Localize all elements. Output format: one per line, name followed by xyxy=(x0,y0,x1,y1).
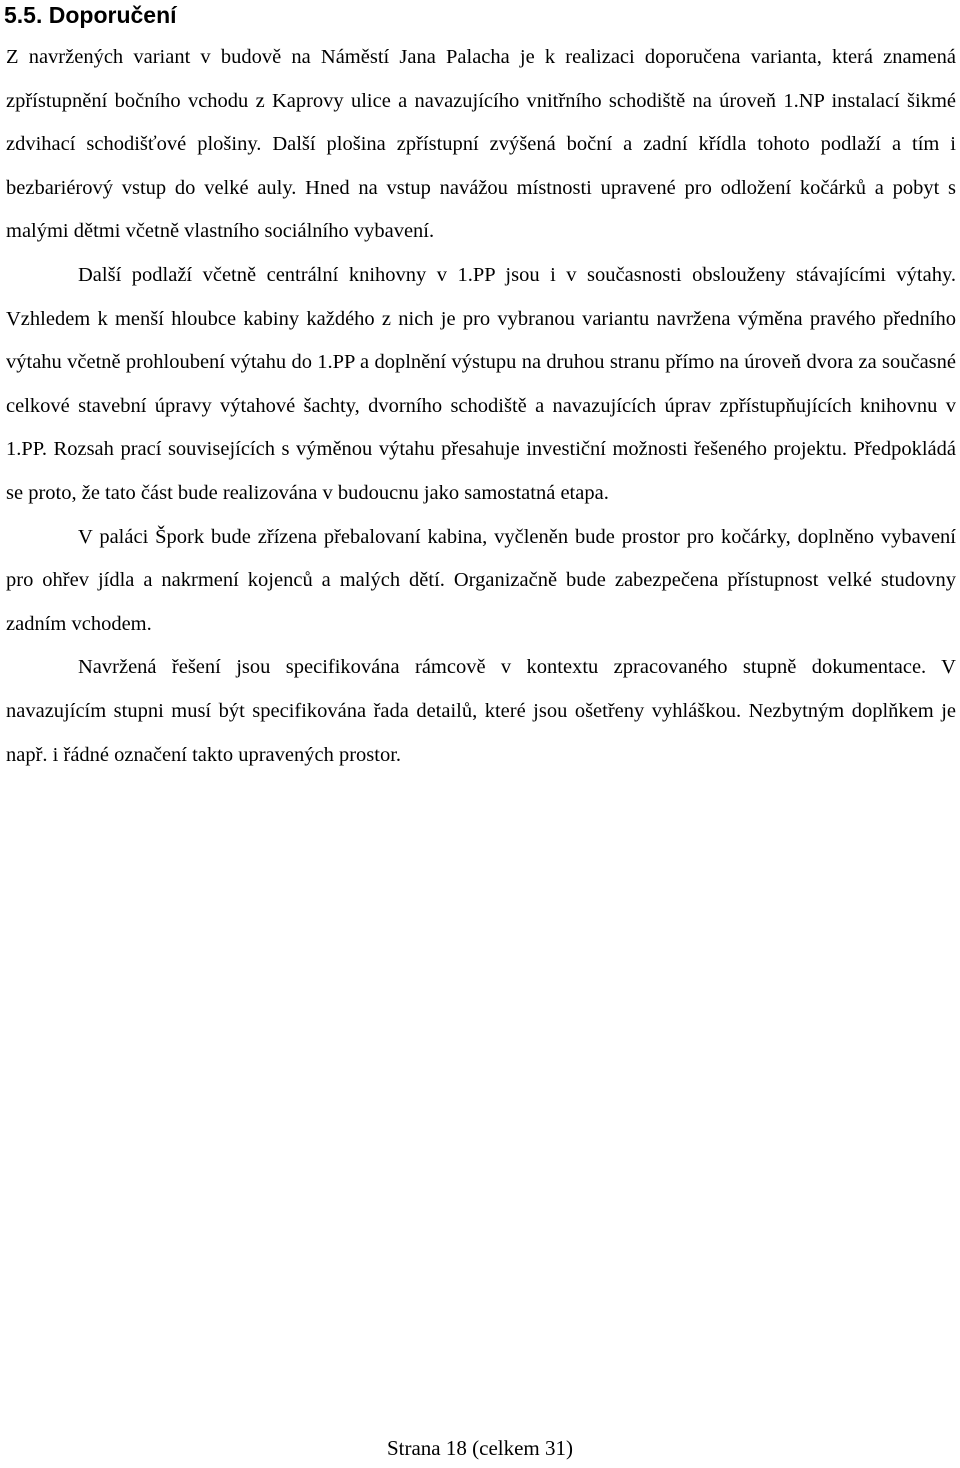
paragraph-specification: Navržená řešení jsou specifikována rámcově v kontextu zpracovaného stupně dokumentace. V navazujícím stupni musí být specifikována řada detailů, které jsou ošetřeny vyhláškou. Nezbytným doplňkem je např. i řádné označení takto upravených prostor. xyxy=(6,656,956,766)
section-heading: 5.5. Doporučení xyxy=(4,2,177,28)
paragraph-recommendation: Z navržených variant v budově na Náměstí Jana Palacha je k realizaci doporučena varianta, která znamená zpřístupnění bočního vchodu z Kaprovy ulice a navazujícího vnitřního schodiště na úroveň 1.NP instalací šikmé zdvihací schodišťové plošiny. Další plošina zpřístupní zvýšená boční a zadní křídla tohoto podlaží a tím i bezbariérový vstup do velké auly. Hned na vstup navážou místnosti upravené pro odložení kočárků a pobyt s malými dětmi včetně vlastního sociálního vybavení. xyxy=(6,46,956,243)
paragraph-palace-spork: V paláci Špork bude zřízena přebalovaní kabina, vyčleněn bude prostor pro kočárky, doplněno vybavení pro ohřev jídla a nakrmení kojenců a malých dětí. Organizačně bude zabezpečena přístupnost velké studovny zadním vchodem. xyxy=(6,525,956,635)
paragraph-elevators: Další podlaží včetně centrální knihovny v 1.PP jsou i v současnosti obslouženy stávajícími výtahy. Vzhledem k menší hloubce kabiny každého z nich je pro vybranou variantu navržena výměna pravého předního výtahu včetně prohloubení výtahu do 1.PP a doplnění výstupu na druhou stranu přímo na úroveň dvora za současné celkové stavební úpravy výtahové šachty, dvorního schodiště a navazujících úprav zpřístupňujících knihovnu v 1.PP. Rozsah prací souvisejících s výměnou výtahu přesahuje investiční možnosti řešeného projektu. Předpokládá se proto, že tato část bude realizována v budoucnu jako samostatná etapa. xyxy=(6,263,956,504)
section-body xyxy=(6,36,956,777)
page-number-footer: Strana 18 (celkem 31) xyxy=(386,1436,574,1460)
